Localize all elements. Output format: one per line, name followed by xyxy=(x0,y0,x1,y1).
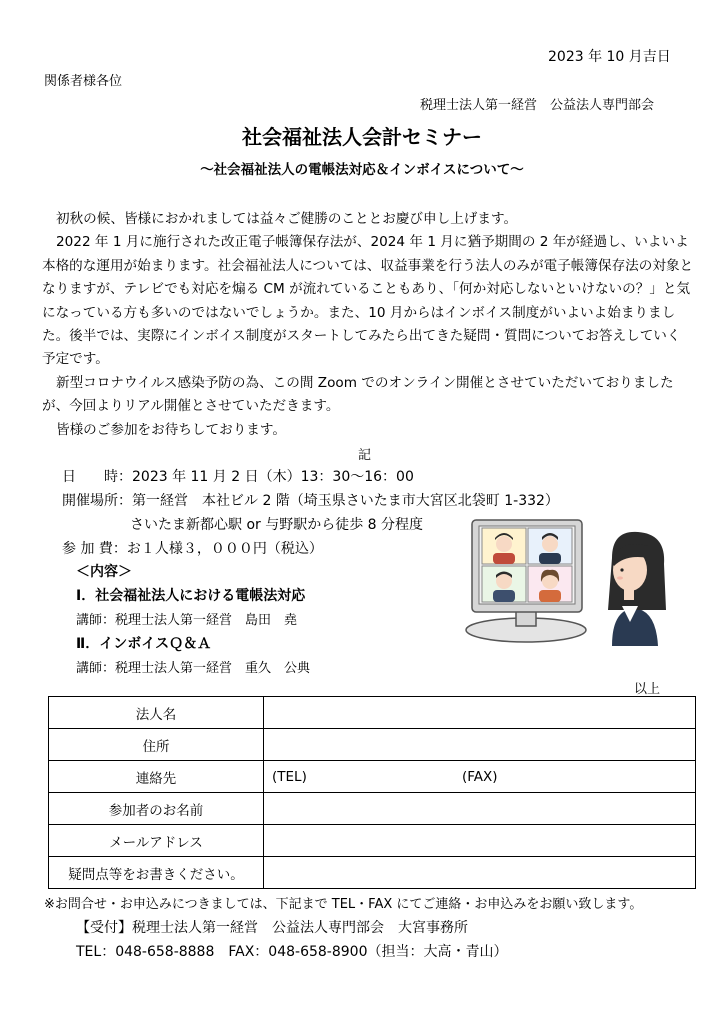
fax-label: (FAX) xyxy=(462,768,498,785)
footer-contact: TEL：048-658-8888 FAX：048-658-8900（担当：大高・青山） xyxy=(76,944,508,960)
form-row-corporation xyxy=(49,697,696,729)
form-row-questions xyxy=(49,857,696,889)
document-title: 社会福祉法人会計セミナー xyxy=(242,125,482,149)
form-field-address[interactable] xyxy=(264,729,696,761)
body-text xyxy=(42,208,694,442)
form-row-email xyxy=(49,825,696,857)
content-heading: ＜内容＞ xyxy=(76,564,132,580)
form-field-contact[interactable] xyxy=(264,761,696,793)
recipient: 関係者様各位 xyxy=(44,74,123,89)
paragraph-covid: 新型コロナウイルス感染予防の為、この間 Zoom でのオンライン開催とさせていただいておりましたが、今回よりリアル開催とさせていただきます。 xyxy=(42,374,674,415)
event-venue: 開催場所：第一経営 本社ビル 2 階（埼玉県さいたま市大宮区北袋町 1-332） xyxy=(62,493,559,509)
event-fee: 参 加 費：お１人様３，０００円（税込） xyxy=(62,541,323,557)
document-date: 2023 年 10 月吉日 xyxy=(548,49,671,65)
event-access: さいたま新都心駅 or 与野駅から徒歩 8 分程度 xyxy=(130,517,424,533)
form-label-participant: 参加者のお名前 xyxy=(49,793,264,825)
form-label-corporation: 法人名 xyxy=(49,697,264,729)
paragraph-closing: 皆様のご参加をお待ちしております。 xyxy=(56,421,287,438)
registration-form-table xyxy=(48,696,696,889)
participant-tile-icon xyxy=(482,566,526,602)
form-row-participant xyxy=(49,793,696,825)
paragraph-ebook: 2022 年 1 月に施行された改正電子帳簿保存法が、2024 年 1 月に猶予期間の 2 年が経過し、いよいよ本格的な運用が始まります。社会福祉法人については、収益事業を行う法人のみが電子帳簿保存法の対象となりますが、テレビでも対応を煽る CM が流れていることもあり、「何か対応しないといけないの？」と気になっている方も多いのではないでしょうか。また、10 月からはインボイス制度がいよいよ始まりました。後半では、実際にインボイス制度がスタートしてみたら出てきた疑問・質問についてお答えしていく予定です。 xyxy=(42,234,694,368)
form-label-email: メールアドレス xyxy=(49,825,264,857)
document-subtitle: ～社会福祉法人の電帳法対応＆インボイスについて～ xyxy=(200,162,524,178)
footer-note: ※お問合せ・お申込みにつきましては、下記まで TEL・FAX にてご連絡・お申込みをお願い致します。 xyxy=(44,897,643,912)
ki-label: 記 xyxy=(358,448,372,463)
form-field-corporation[interactable] xyxy=(264,697,696,729)
participant-tile-icon xyxy=(528,566,572,602)
content-item-2: Ⅱ．インボイスＱ＆Ａ xyxy=(76,636,212,652)
content-item-1-lecturer: 講師：税理士法人第一経営 島田 堯 xyxy=(76,613,298,628)
woman-viewer-icon xyxy=(608,532,666,646)
ijou-label: 以上 xyxy=(634,682,661,697)
tel-label: (TEL) xyxy=(272,768,307,785)
form-field-questions[interactable] xyxy=(264,857,696,889)
form-field-email[interactable] xyxy=(264,825,696,857)
form-label-address: 住所 xyxy=(49,729,264,761)
online-meeting-illustration xyxy=(462,518,672,650)
footer-office: 【受付】税理士法人第一経営 公益法人専門部会 大宮事務所 xyxy=(76,920,468,936)
form-field-participant[interactable] xyxy=(264,793,696,825)
content-item-1: Ⅰ．社会福祉法人における電帳法対応 xyxy=(76,588,306,604)
sender: 税理士法人第一経営 公益法人専門部会 xyxy=(420,98,655,113)
participant-tile-icon xyxy=(482,528,526,564)
form-row-contact xyxy=(49,761,696,793)
form-row-address xyxy=(49,729,696,761)
event-datetime: 日 時：2023 年 11 月 2 日（木）13：30～16：00 xyxy=(62,469,414,485)
form-label-contact: 連絡先 xyxy=(49,761,264,793)
form-label-questions: 疑問点等をお書きください。 xyxy=(49,857,264,889)
paragraph-greeting: 初秋の候、皆様におかれましては益々ご健勝のこととお慶び申し上げます。 xyxy=(56,211,518,227)
participant-tile-icon xyxy=(528,528,572,564)
content-item-2-lecturer: 講師：税理士法人第一経営 重久 公典 xyxy=(76,661,311,676)
